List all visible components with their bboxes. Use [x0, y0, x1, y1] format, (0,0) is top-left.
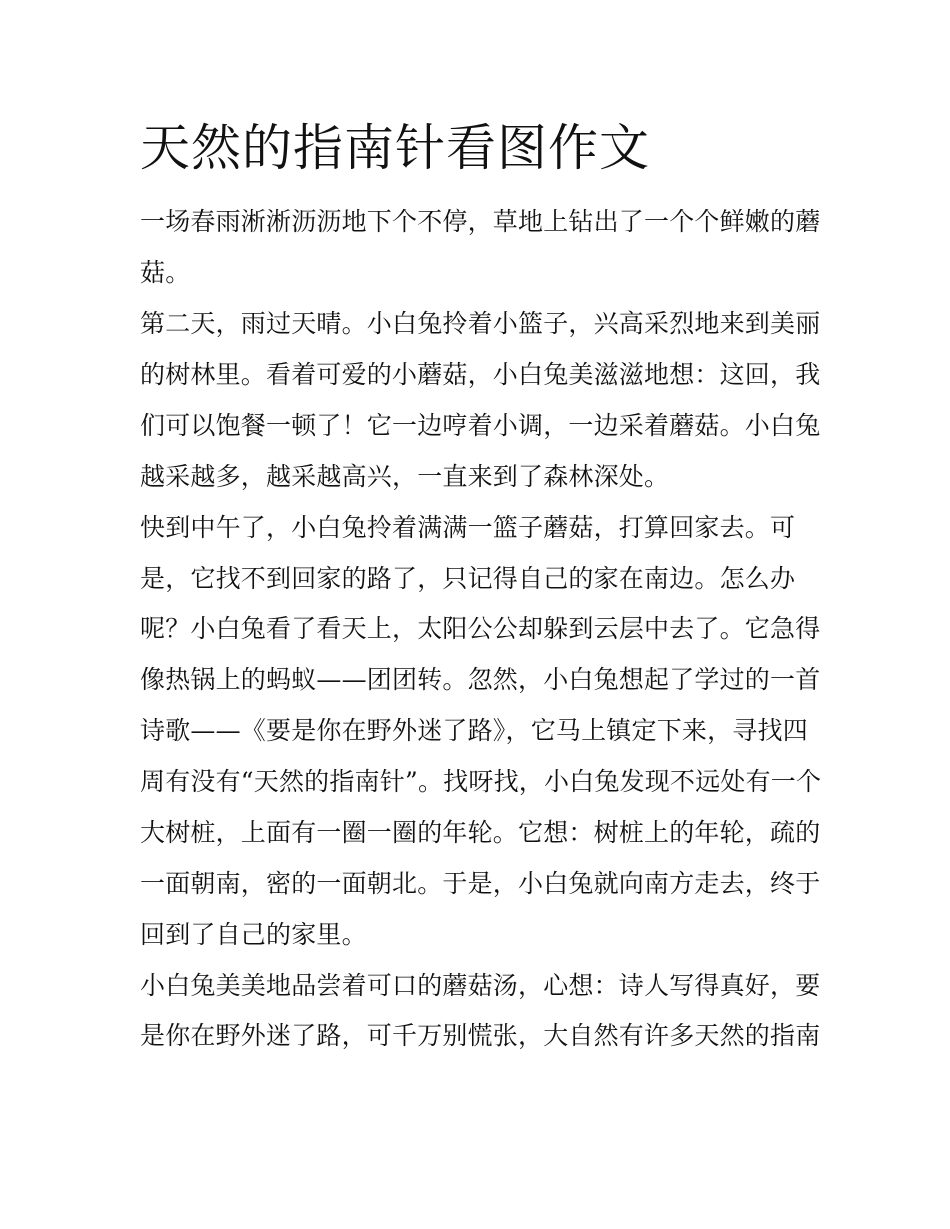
- text-line: 回到了自己的家里。: [140, 920, 367, 949]
- text-line: 呢？小白兔看了看天上，太阳公公却躲到云层中去了。它急得: [140, 614, 821, 643]
- text-line: 诗歌——《要是你在野外迷了路》，它马上镇定下来，寻找四: [140, 716, 808, 745]
- text-line: 像热锅上的蚂蚁——团团转。忽然，小白兔想起了学过的一首: [140, 665, 821, 694]
- text-line: 是你在野外迷了路，可千万别慌张，大自然有许多天然的指南: [140, 1021, 821, 1050]
- text-line: 们可以饱餐一顿了！它一边哼着小调，一边采着蘑菇。小白兔: [140, 411, 821, 440]
- text-line: 第二天，雨过天晴。小白兔拎着小篮子，兴高采烈地来到美丽: [140, 309, 821, 338]
- text-line: 一场春雨淅淅沥沥地下个不停，草地上钻出了一个个鲜嫩的蘑: [140, 207, 821, 236]
- text-line: 大树桩，上面有一圈一圈的年轮。它想：树桩上的年轮，疏的: [140, 818, 821, 847]
- text-line: 快到中午了，小白兔拎着满满一篮子蘑菇，打算回家去。可: [140, 513, 796, 542]
- text-line: 的树林里。看着可爱的小蘑菇，小白兔美滋滋地想：这回，我: [140, 360, 821, 389]
- text-line: 越采越多，越采越高兴，一直来到了森林深处。: [140, 462, 670, 491]
- text-line: 菇。: [140, 258, 191, 287]
- page-title: 天然的指南针看图作文: [140, 119, 650, 177]
- text-line: 周有没有“天然的指南针”。找呀找，小白兔发现不远处有一个: [140, 767, 822, 796]
- text-line: 一面朝南，密的一面朝北。于是，小白兔就向南方走去，终于: [140, 869, 821, 898]
- text-line: 是，它找不到回家的路了，只记得自己的家在南边。怎么办: [140, 564, 796, 593]
- text-line: 小白兔美美地品尝着可口的蘑菇汤，心想：诗人写得真好，要: [140, 971, 821, 1000]
